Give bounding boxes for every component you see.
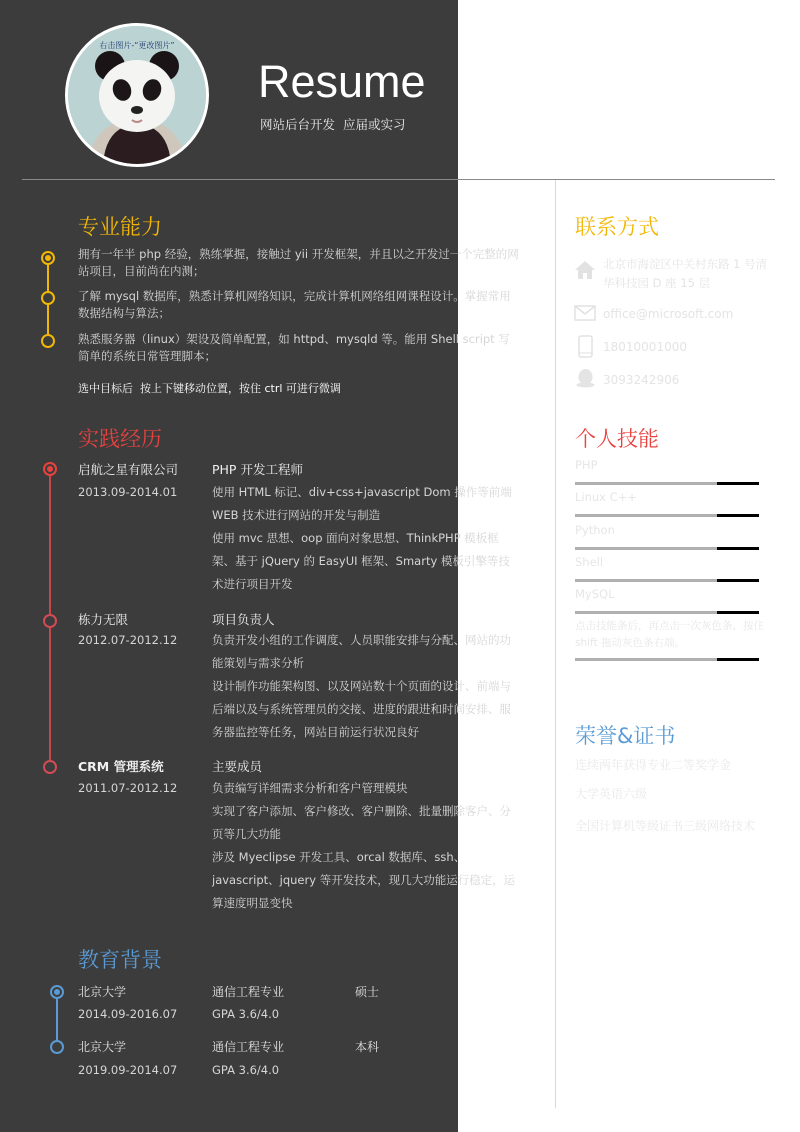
skill-bar-fill	[717, 482, 759, 485]
skill-item: 拥有一年半 php 经验，熟练掌握，接触过 yii 开发框架，并且以之开发过一个完整的网站项目，目前尚在内测；	[78, 247, 519, 278]
skill-bar[interactable]	[575, 611, 759, 614]
section-title-honors: 荣誉&证书	[575, 724, 676, 748]
header-divider	[22, 179, 775, 180]
job-desc: 负责开发小组的工作调度、人员职能安排与分配、网站的功能策划与需求分析	[212, 633, 511, 670]
job-role: 项目负责人	[212, 612, 275, 627]
gpa: GPA 3.6/4.0	[212, 1063, 280, 1077]
timeline-dot	[50, 985, 64, 999]
date-range: 2012.07-2012.12	[78, 633, 178, 647]
avatar-hint: 右击图片-“更改图片”	[99, 41, 175, 50]
date-range: 2011.07-2012.12	[78, 781, 178, 795]
timeline-dot	[41, 251, 55, 265]
honor-item: 连续两年获得专业二等奖学金	[575, 758, 732, 772]
section-title-education: 教育背景	[78, 948, 162, 972]
section-title-professional: 专业能力	[78, 215, 162, 239]
resume-subtitle: 网站后台开发 应届或实习	[260, 117, 406, 132]
contact-address: 北京市海淀区中关村东路 1 号清华科技园 D 座 15 层	[603, 257, 768, 290]
skill-bar-note: 点击技能条后，再点击一次灰色条，按住 shift 拖动灰色条右端。	[575, 620, 764, 649]
contact-phone: 18010001000	[603, 340, 687, 354]
edit-tip: 选中目标后 按上下键移动位置，按住 ctrl 可进行微调	[78, 382, 341, 395]
skill-name: Linux C++	[575, 490, 637, 505]
school-name: 北京大学	[78, 1040, 127, 1054]
timeline-dot	[43, 760, 57, 774]
resume-title: Resume	[258, 56, 426, 107]
timeline-dot	[41, 334, 55, 348]
degree: 硕士	[355, 985, 380, 999]
timeline-dot	[43, 462, 57, 476]
column-divider	[555, 180, 556, 1108]
timeline-dot	[50, 1040, 64, 1054]
contact-email: office@microsoft.com	[603, 307, 734, 321]
job-desc: 涉及 Myeclipse 开发工具、orcal 数据库、ssh、javascript、jquery 等开发技术，现几大功能运行稳定，运算速度明显变快	[212, 850, 516, 910]
major: 通信工程专业	[212, 1040, 285, 1054]
date-range: 2013.09-2014.01	[78, 485, 178, 499]
job-role: PHP 开发工程师	[212, 462, 303, 477]
skill-name: MySQL	[575, 587, 615, 602]
major: 通信工程专业	[212, 985, 285, 999]
honor-item: 大学英语六级	[575, 787, 648, 801]
skill-name: PHP	[575, 458, 598, 472]
school-name: 北京大学	[78, 985, 127, 999]
skill-bar-fill	[717, 514, 759, 517]
job-desc: 实现了客户添加、客户修改、客户删除、批量删除客户、分页等几大功能	[212, 804, 511, 841]
company-name: 启航之星有限公司	[78, 462, 179, 477]
mail-icon	[574, 305, 596, 321]
company-name: 栋力无限	[78, 612, 129, 627]
skill-bar-fill	[717, 579, 759, 582]
timeline-dot	[41, 291, 55, 305]
section-title-personal-skills: 个人技能	[575, 427, 659, 451]
skill-bar-fill	[717, 611, 759, 614]
home-icon	[574, 260, 596, 280]
timeline-dot	[43, 614, 57, 628]
section-title-contact: 联系方式	[575, 215, 659, 239]
job-desc: 负责编写详细需求分析和客户管理模块	[212, 781, 408, 795]
skill-bar[interactable]	[575, 547, 759, 550]
honor-item: 全国计算机等级证书三级网络技术	[575, 819, 756, 833]
skill-bar-fill	[717, 547, 759, 550]
skill-bar[interactable]	[575, 579, 759, 582]
degree: 本科	[355, 1040, 380, 1054]
job-desc: 设计制作功能架构图、以及网站数十个页面的设计、前端与后端以及与系统管理员的交接、进度的跟进和时间安排、服务器监控等任务，网站目前运行状况良好	[212, 679, 511, 739]
skill-bar[interactable]	[575, 514, 759, 517]
section-title-experience: 实践经历	[78, 427, 162, 451]
skill-bar-fill	[717, 658, 759, 661]
avatar[interactable]	[65, 23, 209, 167]
skill-bar[interactable]	[575, 482, 759, 485]
qq-icon	[576, 368, 595, 388]
job-role: 主要成员	[212, 759, 263, 774]
gpa: GPA 3.6/4.0	[212, 1007, 280, 1021]
skill-item: 熟悉服务器（linux）架设及简单配置，如 httpd、mysqld 等。能用 Shell script 写简单的系统日常管理脚本；	[78, 332, 510, 363]
date-range: 2014.09-2016.07	[78, 1007, 178, 1021]
skill-bar[interactable]	[575, 658, 759, 661]
skill-item: 了解 mysql 数据库，熟悉计算机网络知识，完成计算机网络组网课程设计。掌握常用数据结构与算法；	[78, 289, 511, 320]
skill-name: Python	[575, 522, 615, 537]
skill-name: Shell	[575, 554, 604, 569]
phone-icon	[578, 335, 593, 358]
date-range: 2019.09-2014.07	[78, 1063, 178, 1077]
contact-qq: 3093242906	[603, 373, 680, 387]
job-desc: 使用 HTML 标记、div+css+javascript Dom 操作等前端 WEB 技术进行网站的开发与制造	[212, 485, 512, 522]
job-desc: 使用 mvc 思想、oop 面向对象思想、ThinkPHP 模板框架、基于 jQuery 的 EasyUI 框架、Smarty 模板引擎等技术进行项目开发	[212, 531, 510, 591]
company-name: CRM 管理系统	[78, 759, 164, 774]
